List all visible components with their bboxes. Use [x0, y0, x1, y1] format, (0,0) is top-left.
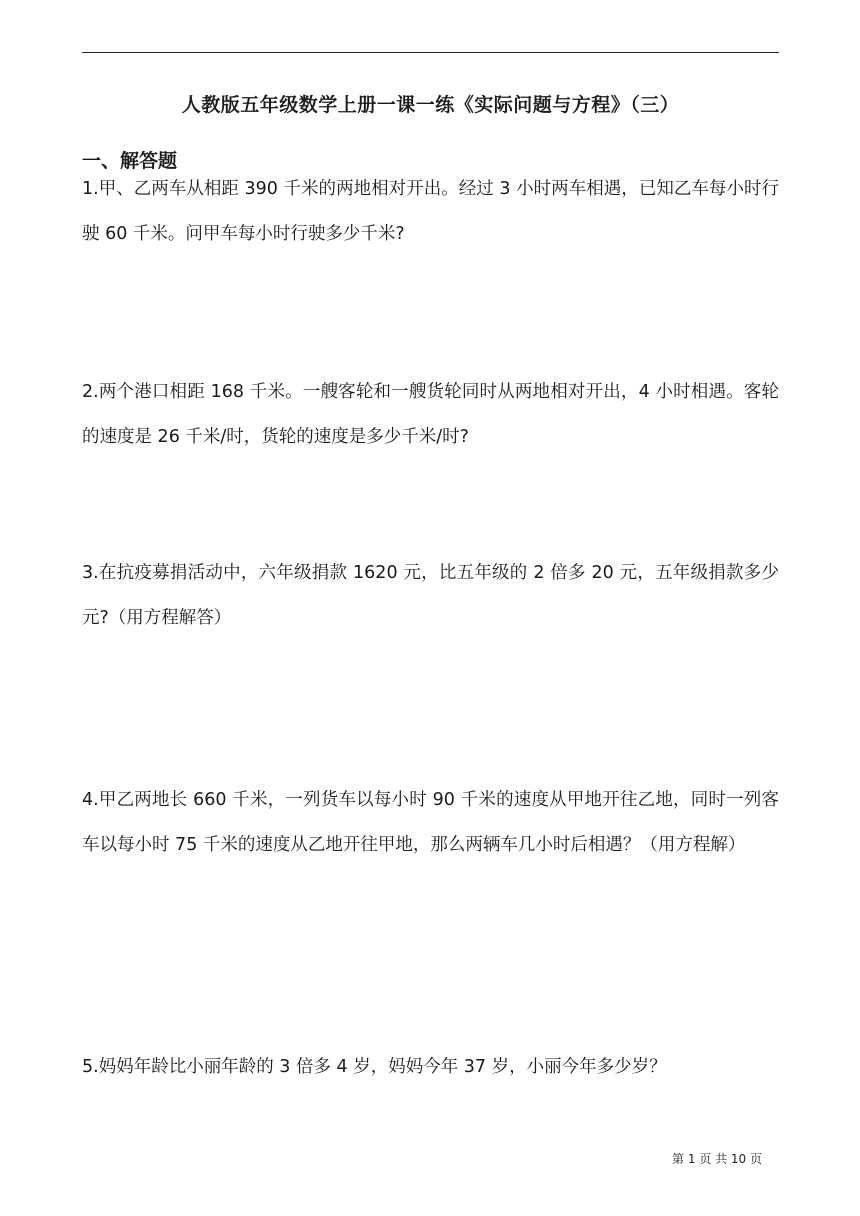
- question-2: 2.两个港口相距 168 千米。一艘客轮和一艘货轮同时从两地相对开出，4 小时相遇。客轮的速度是 26 千米/时，货轮的速度是多少千米/时?: [82, 382, 779, 447]
- question-5: 5.妈妈年龄比小丽年龄的 3 倍多 4 岁，妈妈今年 37 岁，小丽今年多少岁？: [82, 1057, 667, 1077]
- question-1: 1.甲、乙两车从相距 390 千米的两地相对开出。经过 3 小时两车相遇，已知乙车每小时行驶 60 千米。问甲车每小时行驶多少千米?: [82, 179, 779, 244]
- question-3: 3.在抗疫募捐活动中，六年级捐款 1620 元，比五年级的 2 倍多 20 元，五年级捐款多少元?（用方程解答）: [82, 563, 779, 628]
- question-4: 4.甲乙两地长 660 千米，一列货车以每小时 90 千米的速度从甲地开往乙地，同时一列客车以每小时 75 千米的速度从乙地开往甲地，那么两辆车几小时后相遇？（用方程解）: [82, 790, 779, 855]
- header-rule: [82, 52, 779, 53]
- section-heading: 一、解答题: [82, 150, 178, 172]
- page-number-footer: 第 1 页 共 10 页: [672, 1152, 762, 1166]
- document-title: 人教版五年级数学上册一课一练《实际问题与方程》（三）: [181, 94, 680, 116]
